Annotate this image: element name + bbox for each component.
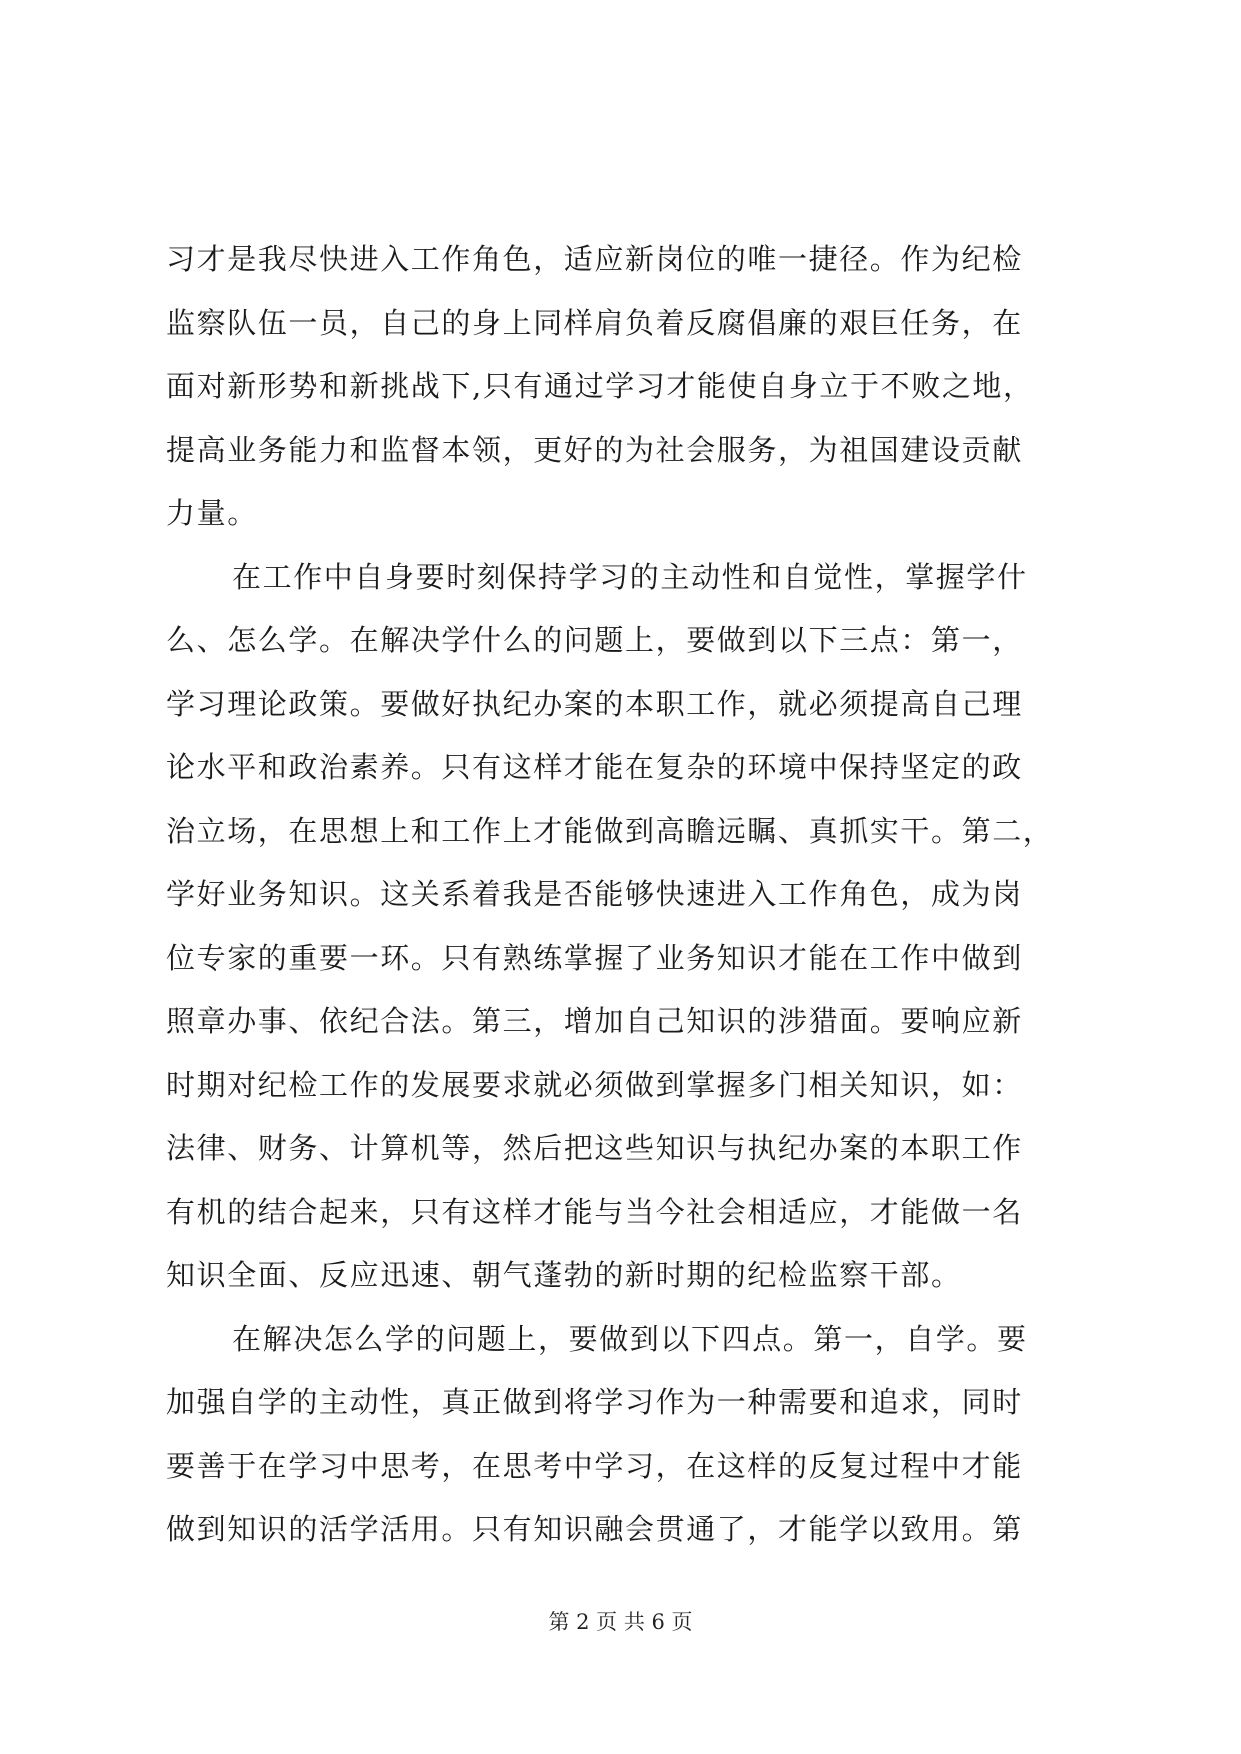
text-line: 学好业务知识。这关系着我是否能够快速进入工作角色，成为岗 [166,877,1023,911]
text-line: 面对新形势和新挑战下,只有通过学习才能使自身立于不败之地， [166,369,1034,403]
text-line: 法律、财务、计算机等，然后把这些知识与执纪办案的本职工作 [166,1131,1023,1165]
text-line: 提高业务能力和监督本领，更好的为社会服务，为祖国建设贡献 [166,432,1023,467]
text-line: 监察队伍一员，自己的身上同样肩负着反腐倡廉的艰巨任务，在 [166,305,1023,340]
paragraph-start-line: 在工作中自身要时刻保持学习的主动性和自觉性，掌握学什 [232,559,1028,594]
text-line: 位专家的重要一环。只有熟练掌握了业务知识才能在工作中做到 [166,940,1023,975]
text-line: 治立场，在思想上和工作上才能做到高瞻远瞩、真抓实干。第二， [166,813,1054,848]
text-line: 论水平和政治素养。只有这样才能在复杂的环境中保持坚定的政 [166,750,1023,784]
text-line: 学习理论政策。要做好执纪办案的本职工作，就必须提高自己理 [166,686,1023,721]
text-line: 么、怎么学。在解决学什么的问题上，要做到以下三点：第一， [166,623,1023,657]
text-line: 要善于在学习中思考，在思考中学习，在这样的反复过程中才能 [166,1448,1023,1483]
text-line: 知识全面、反应迅速、朝气蓬勃的新时期的纪检监察干部。 [166,1258,962,1292]
text-line: 时期对纪检工作的发展要求就必须做到掌握多门相关知识，如： [166,1067,1023,1102]
text-line: 力量。 [166,496,258,530]
text-line: 加强自学的主动性，真正做到将学习作为一种需要和追求，同时 [166,1385,1023,1419]
text-line: 做到知识的活学活用。只有知识融会贯通了，才能学以致用。第 [166,1512,1023,1546]
paragraph-start-line: 在解决怎么学的问题上，要做到以下四点。第一，自学。要 [232,1321,1028,1356]
text-line: 照章办事、依纪合法。第三，增加自己知识的涉猎面。要响应新 [166,1004,1023,1038]
page-footer: 第 2 页 共 6 页 [548,1610,693,1634]
body-text [166,228,1076,1562]
text-line: 有机的结合起来，只有这样才能与当今社会相适应，才能做一名 [166,1194,1023,1229]
text-line: 习才是我尽快进入工作角色，适应新岗位的唯一捷径。作为纪检 [166,242,1023,276]
